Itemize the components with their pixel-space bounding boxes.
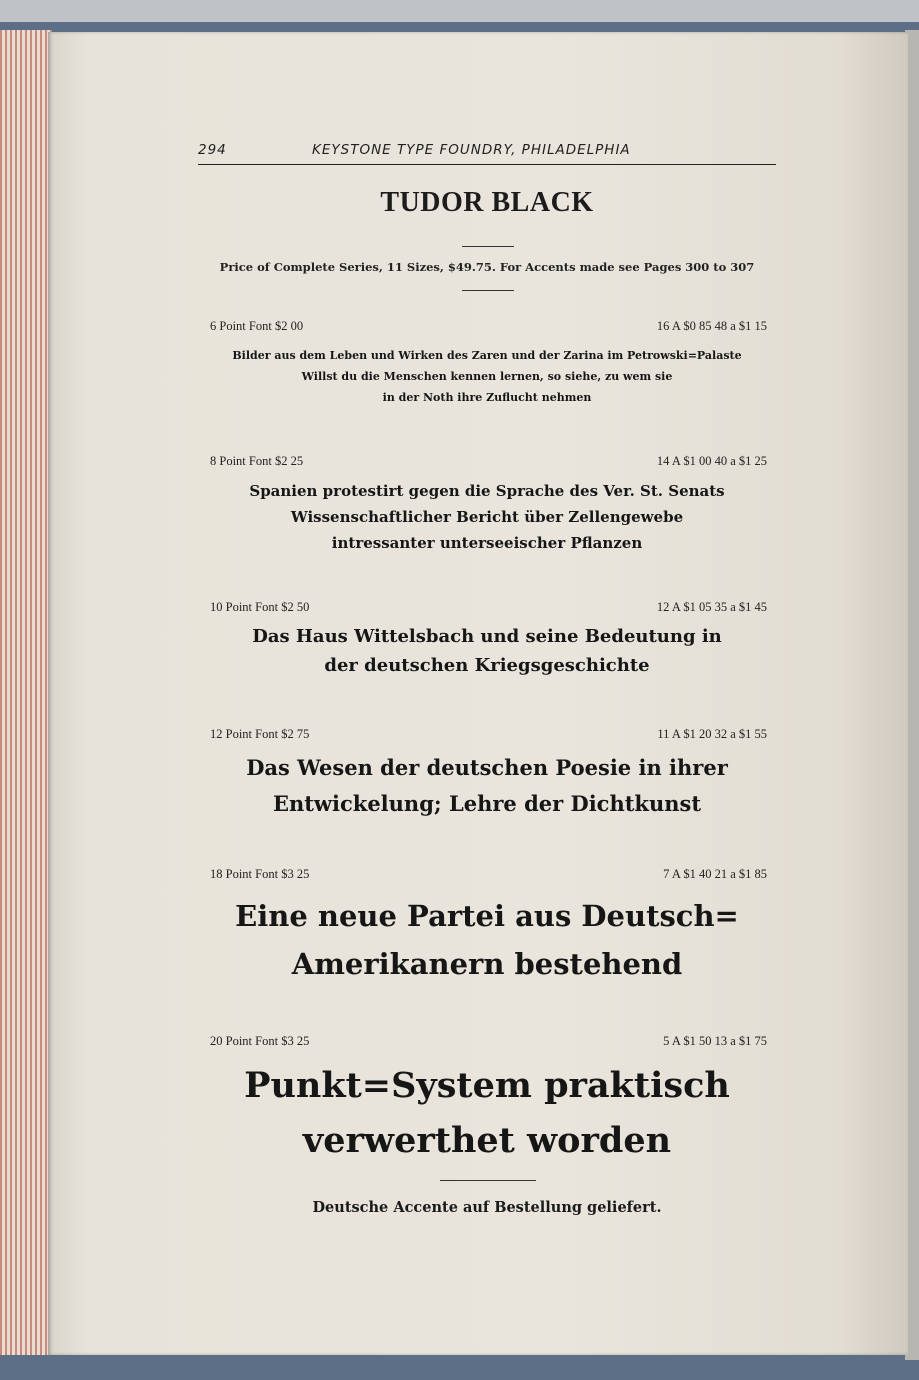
specimen-line: Das Haus Wittelsbach und seine Bedeutung in xyxy=(252,626,722,647)
specimen-line: Spanien protestirt gegen die Sprache des Ver. St. Senats xyxy=(249,482,725,500)
font-counts: 14 A $1 00 40 a $1 25 xyxy=(656,454,767,468)
specimen-10pt xyxy=(198,622,776,680)
specimen-line: Amerikanern bestehend xyxy=(291,947,683,981)
title-rule-top xyxy=(462,246,514,247)
specimen-line: Bilder aus dem Leben und Wirken des Zaren und der Zarina im Petrowski=Palaste xyxy=(232,349,742,362)
specimen-line: verwerthet worden xyxy=(302,1120,672,1161)
point-size-label: 10 Point Font $2 50 xyxy=(210,600,310,614)
page-number: 294 xyxy=(198,142,227,158)
font-counts: 16 A $0 85 48 a $1 15 xyxy=(656,319,767,333)
specimen-spec-12pt xyxy=(204,727,767,743)
specimen-spec-8pt xyxy=(204,454,767,470)
font-counts: 12 A $1 05 35 a $1 45 xyxy=(656,600,767,614)
specimen-18pt xyxy=(198,892,776,988)
font-counts: 5 A $1 50 13 a $1 75 xyxy=(663,1034,767,1048)
specimen-12pt xyxy=(198,750,776,822)
point-size-label: 20 Point Font $3 25 xyxy=(210,1034,310,1048)
point-size-label: 18 Point Font $3 25 xyxy=(210,867,310,881)
specimen-spec-6pt xyxy=(204,319,767,335)
specimen-line: Entwickelung; Lehre der Dichtkunst xyxy=(272,791,702,816)
specimen-spec-10pt xyxy=(204,600,767,616)
font-counts: 11 A $1 20 32 a $1 55 xyxy=(657,727,767,741)
title-rule-bottom xyxy=(462,290,514,291)
font-counts: 7 A $1 40 21 a $1 85 xyxy=(663,867,767,881)
specimen-line: Punkt=System praktisch xyxy=(244,1065,730,1106)
specimen-line: intressanter unterseeischer Pflanzen xyxy=(331,534,643,552)
specimen-line: der deutschen Kriegsgeschichte xyxy=(324,655,650,676)
specimen-6pt xyxy=(198,345,776,408)
page-edges xyxy=(0,30,52,1355)
point-size-label: 12 Point Font $2 75 xyxy=(210,727,310,741)
foundry-name: KEYSTONE TYPE FOUNDRY, PHILADELPHIA xyxy=(312,142,631,158)
specimen-spec-20pt xyxy=(204,1034,767,1050)
specimen-8pt xyxy=(198,478,776,556)
specimen-line: Willst du die Menschen kennen lernen, so siehe, zu wem sie xyxy=(301,370,673,383)
typeface-title: TUDOR BLACK xyxy=(380,187,594,218)
price-line: Price of Complete Series, 11 Sizes, $49.75. For Accents made see Pages 300 to 307 xyxy=(219,260,755,274)
specimen-line: Wissenschaftlicher Bericht über Zellengewebe xyxy=(290,508,684,526)
specimen-line: Das Wesen der deutschen Poesie in ihrer xyxy=(246,755,728,780)
specimen-line: Eine neue Partei aus Deutsch= xyxy=(235,899,739,933)
running-header xyxy=(198,140,776,165)
specimen-line: in der Noth ihre Zuflucht nehmen xyxy=(382,391,592,404)
point-size-label: 6 Point Font $2 00 xyxy=(210,319,304,333)
specimen-spec-18pt xyxy=(204,867,767,883)
accents-note: Deutsche Accente auf Bestellung geliefert. xyxy=(312,1199,662,1216)
point-size-label: 8 Point Font $2 25 xyxy=(210,454,304,468)
footer-rule xyxy=(440,1180,536,1181)
specimen-20pt xyxy=(198,1058,776,1168)
